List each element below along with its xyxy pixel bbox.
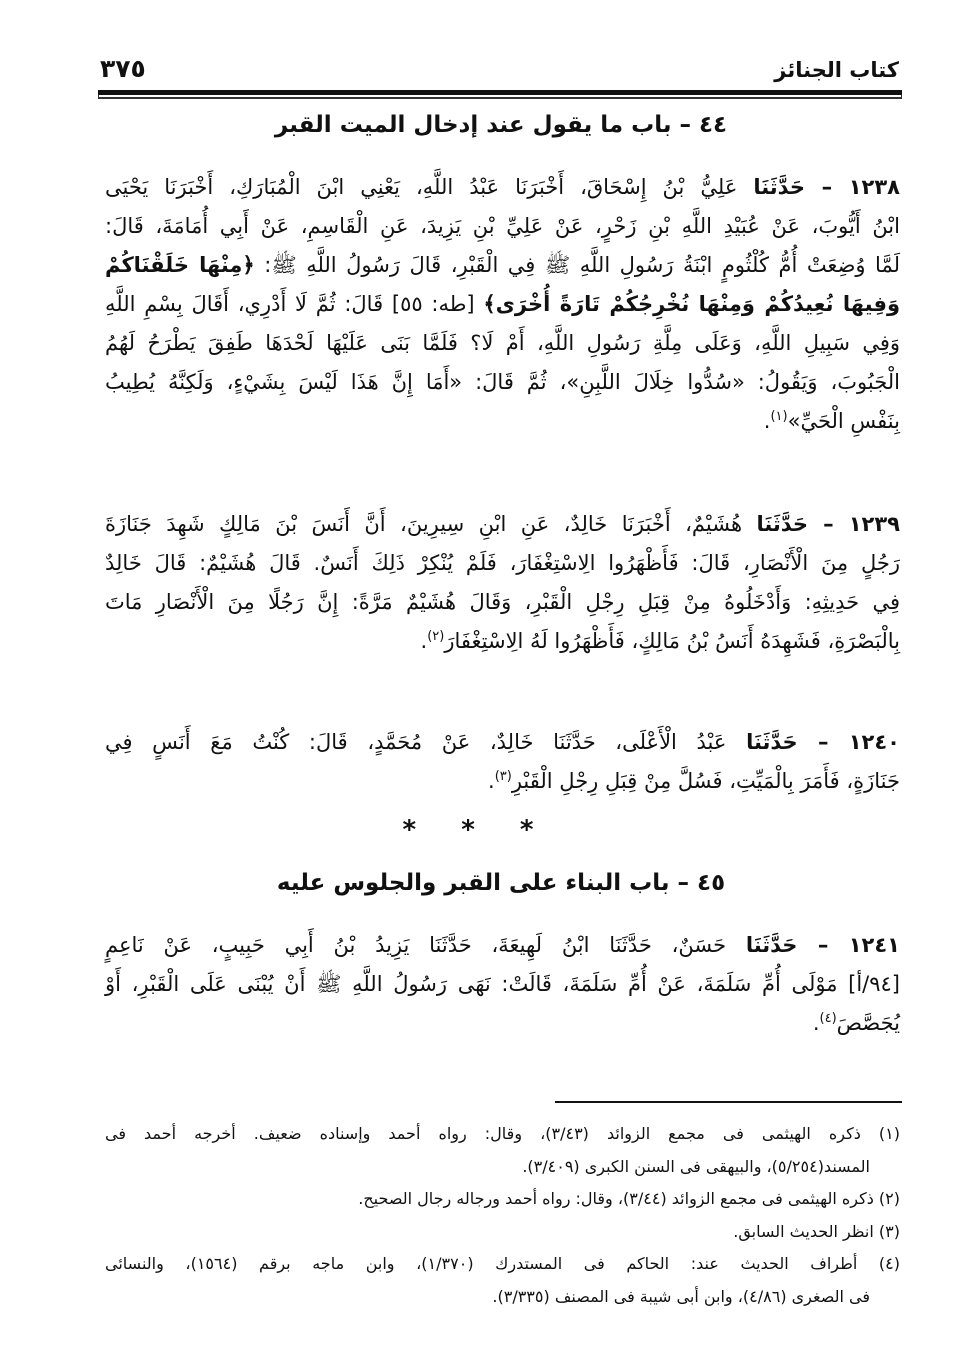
page-number: ٣٧٥ <box>100 54 146 83</box>
chapter-heading-45: ٤٥ – باب البناء على القبر والجلوس عليه <box>276 870 726 896</box>
text-segment: . <box>812 1011 820 1035</box>
text-line <box>105 544 900 583</box>
footnote-ref: (٣) <box>494 769 512 784</box>
text-line <box>105 207 900 246</box>
text-segment: [طه: ٥٥] قَالَ: ثُمَّ لَا أَدْرِي، أَقَالَ بِسْمِ اللَّهِ <box>105 292 484 316</box>
text-line <box>105 926 900 965</box>
text-segment: . <box>763 409 771 433</box>
text-line <box>105 723 900 762</box>
text-line <box>105 505 900 544</box>
text-line <box>105 762 900 801</box>
text-segment: ابْنُ أَيُّوبَ، عَنْ عُبَيْدِ اللَّهِ بْنِ زَحْرٍ، عَنْ عَلِيِّ بْنِ يَزِيدَ، عَنِ الْقَاسِمِ، عَنْ أَبِي أُمَامَةَ، قَالَ: <box>105 214 900 238</box>
hadith-1240 <box>105 723 900 801</box>
text-line <box>105 402 900 441</box>
footnote-rule <box>555 1101 902 1103</box>
footnote-ref: (٤) <box>819 1011 837 1026</box>
bold-text: ١٢٣٨ – حَدَّثَنَا <box>753 175 900 199</box>
bold-text: ١٢٣٩ – حَدَّثَنَا <box>756 512 900 536</box>
hadith-1241 <box>105 926 900 1043</box>
section-separator: * * * <box>402 815 552 845</box>
header-rule <box>98 90 902 95</box>
footnote-line: (٢) ذكره الهيثمى فى مجمع الزوائد (٣/٤٤)، وقال: رواه أحمد ورجاله رجال الصحيح. <box>358 1189 900 1208</box>
footnote-line: (١) ذكره الهيثمى فى مجمع الزوائد (٣/٤٣)، وقال: رواه أحمد وإسناده ضعيف. أخرجه أحمد فى <box>105 1124 900 1143</box>
bold-text: ١٢٤١ – حَدَّثَنَا <box>745 933 900 957</box>
text-segment: بِالْبَصْرَةِ، فَشَهِدَهُ أَنَسُ بْنُ مَالِكٍ، فَأَظْهَرُوا لَهُ الِاسْتِغْفَارَ <box>444 629 900 653</box>
text-line <box>105 965 900 1004</box>
text-line <box>105 622 900 661</box>
text-line <box>105 168 900 207</box>
text-line <box>105 583 900 622</box>
text-segment: فِي حَدِيثِهِ: وَأَدْخَلُوهُ مِنْ قِبَلِ رِجْلِ الْقَبْرِ، وَقَالَ هُشَيْمٌ مَرَّةً: إِنَّ رَجُلًا مِنَ الْأَنْصَارِ مَاتَ <box>105 590 900 614</box>
text-segment: هُشَيْمٌ، أَخْبَرَنَا خَالِدٌ، عَنِ ابْنِ سِيرِينَ، أَنَّ أَنَسَ بْنَ مَالِكٍ شَهِدَ جَنَازَةَ <box>105 512 757 536</box>
footnote-line: (٤) أطراف الحديث عند: الحاكم فى المستدرك (١/٣٧٠)، وابن ماجه برقم (١٥٦٤)، والنسائى <box>105 1254 900 1273</box>
text-segment: رَجُلٍ مِنَ الْأَنْصَارِ، قَالَ: فَأَظْهَرُوا الِاسْتِغْفَارَ، فَلَمْ يُنْكِرْ ذَلِكَ أَنَسٌ. قَالَ هُشَيْمٌ: قَالَ خَالِدٌ <box>105 551 900 575</box>
footnote-line: المسند(٥/٢٥٤)، والبيهقى فى السنن الكبرى (٣/٤٠٩). <box>522 1156 870 1176</box>
text-segment: وَفِي سَبِيلِ اللَّهِ، وَعَلَى مِلَّةِ رَسُولِ اللَّهِ، أَمْ لَا؟ فَلَمَّا بَنَى عَلَيْهَا لَحْدَهَا طَفِقَ يَطْرَحُ لَهُمُ <box>105 331 900 355</box>
text-segment: عَلِيُّ بْنُ إِسْحَاقَ، أَخْبَرَنَا عَبْدُ اللَّهِ، يَعْنِي ابْنَ الْمُبَارَكِ، أَخْبَرَنَا يَحْيَى <box>105 175 754 199</box>
text-segment: . <box>420 629 428 653</box>
text-segment: بِنَفْسِ الْحَيِّ» <box>787 409 900 433</box>
hadith-1238 <box>105 168 900 441</box>
text-segment: حَسَنٌ، حَدَّثَنَا ابْنُ لَهِيعَةَ، حَدَّثَنَا يَزِيدُ بْنُ أَبِي حَبِيبٍ، عَنْ نَاعِمٍ <box>105 933 746 957</box>
footnote-line: (٣) انظر الحديث السابق. <box>733 1221 900 1241</box>
text-segment: . <box>488 769 495 793</box>
text-segment: يُجَصَّصَ <box>836 1011 900 1035</box>
running-title: كتاب الجنائز <box>774 58 899 82</box>
text-line <box>105 285 900 324</box>
text-segment: عَبْدُ الْأَعْلَى، حَدَّثَنَا خَالِدٌ، عَنْ مُحَمَّدٍ، قَالَ: كُنْتُ مَعَ أَنَسٍ فِي <box>105 730 747 754</box>
bold-text: وَفِيهَا نُعِيدُكُمْ وَمِنْهَا نُخْرِجُكُمْ تَارَةً أُخْرَى﴾ <box>483 292 900 316</box>
text-line <box>105 1004 900 1043</box>
text-line <box>105 363 900 402</box>
footnote-line: فى الصغرى (٤/٨٦)، وابن أبى شيبة فى المصنف (٣/٣٣٥). <box>492 1286 870 1306</box>
chapter-heading-44: ٤٤ – باب ما يقول عند إدخال الميت القبر <box>274 112 728 138</box>
hadith-1239 <box>105 505 900 661</box>
footnote-ref: (١) <box>770 409 788 424</box>
footnote-ref: (٢) <box>427 629 445 644</box>
text-segment: جَنَازَةٍ، فَأَمَرَ بِالْمَيِّتِ، فَسُلَّ مِنْ قِبَلِ رِجْلِ الْقَبْرِ <box>511 769 900 793</box>
bold-text: ﴿مِنْهَا خَلَقْنَاكُمْ <box>105 253 255 277</box>
text-line <box>105 246 900 285</box>
text-segment: لَمَّا وُضِعَتْ أُمُّ كُلْثُومٍ ابْنَةُ رَسُولِ اللَّهِ ﷺ فِي الْقَبْرِ، قَالَ رَسُولُ اللَّهِ ﷺ: <box>254 253 900 277</box>
bold-text: ١٢٤٠ – حَدَّثَنَا <box>746 730 900 754</box>
text-line <box>105 324 900 363</box>
text-segment: الْجَبُوبَ، وَيَقُولُ: «سُدُّوا خِلَالَ اللَّبِنِ»، ثُمَّ قَالَ: «أَمَا إِنَّ هَذَا لَيْسَ بِشَيْءٍ، وَلَكِنَّهُ يُطِيبُ <box>105 370 900 394</box>
footnotes <box>105 1118 900 1313</box>
text-segment: [٩٤/أ] مَوْلَى أُمِّ سَلَمَةَ، عَنْ أُمِّ سَلَمَةَ، قَالَتْ: نَهَى رَسُولُ اللَّهِ ﷺ أَنْ يُبْنَى عَلَى الْقَبْرِ، أَوْ <box>105 972 900 996</box>
